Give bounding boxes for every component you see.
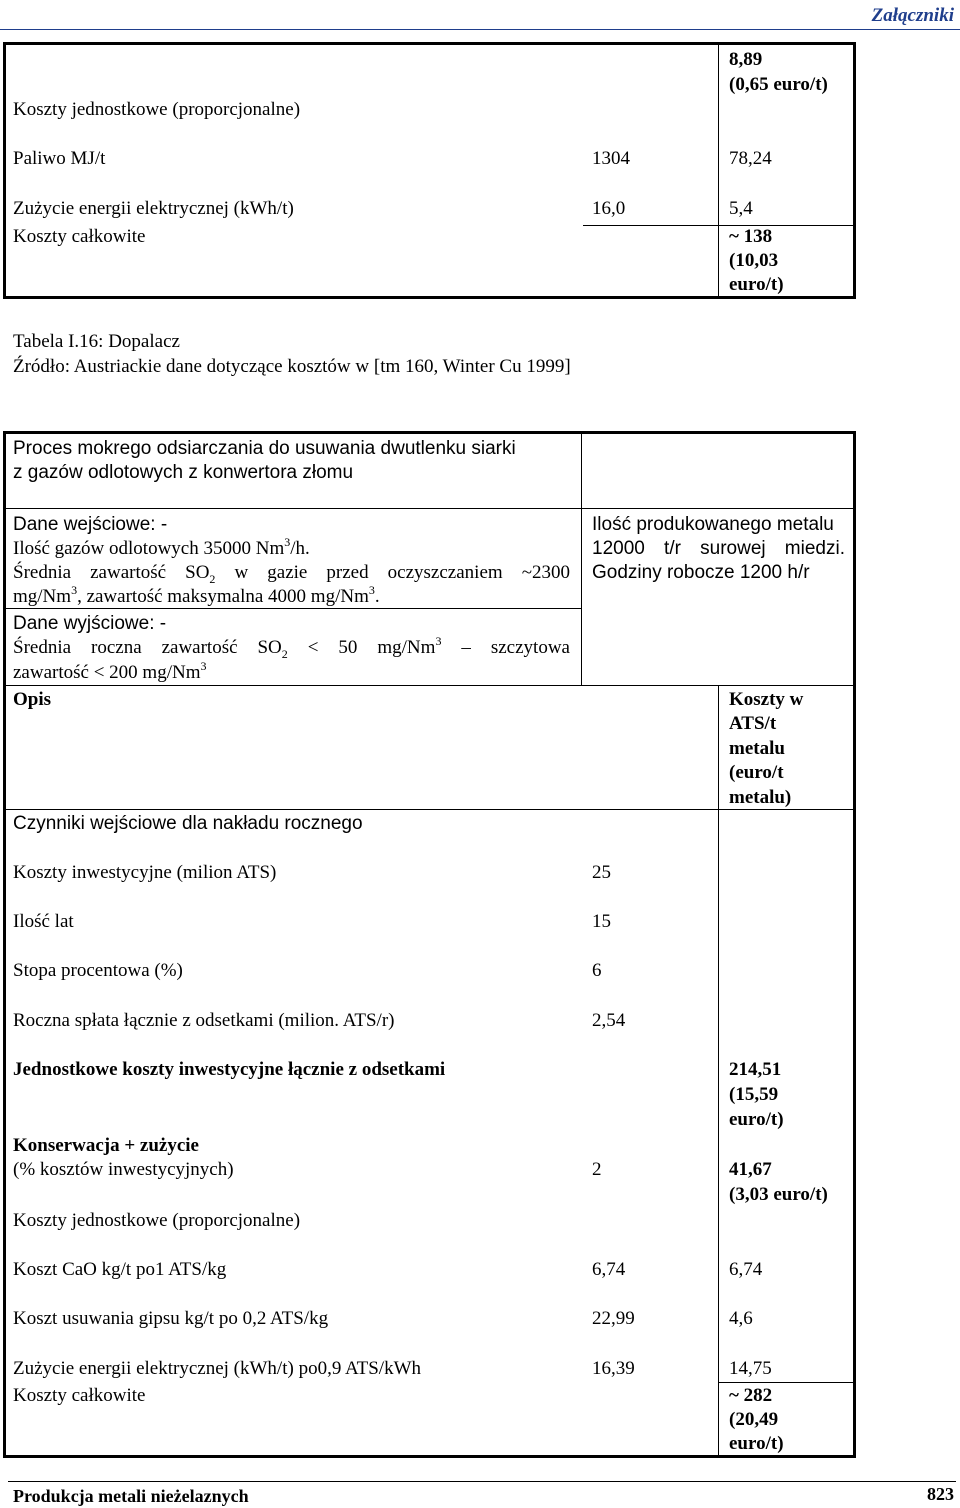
- table1-top-value-1: 8,89: [729, 49, 763, 70]
- table1-row-energy-cost: 5,4: [729, 198, 753, 219]
- table2-unit-invest-2: (15,59: [729, 1084, 779, 1105]
- table2-row-rate-label: Stopa procentowa (%): [13, 960, 183, 981]
- table2-cost-cao-label: Koszt CaO kg/t po1 ATS/kg: [13, 1259, 227, 1280]
- table2-total-2: (20,49: [729, 1409, 779, 1430]
- table2-cost-header-2: ATS/t: [729, 713, 777, 734]
- header-rule: [0, 29, 960, 30]
- table2-maint-1: 41,67: [729, 1159, 772, 1180]
- table2-maint-label-1: Konserwacja + zużycie: [13, 1135, 199, 1156]
- table2-cost-header-3: metalu: [729, 738, 785, 759]
- table2-maint-2: (3,03 euro/t): [729, 1184, 828, 1205]
- table2-unit-invest-3: euro/t): [729, 1109, 784, 1130]
- table2-row-invest-label: Koszty inwestycyjne (milion ATS): [13, 862, 277, 883]
- header-title: Załączniki: [871, 5, 954, 26]
- table2-maint-pct: 2: [592, 1159, 602, 1180]
- table1-unit-costs-label: Koszty jednostkowe (proporcjonalne): [13, 99, 301, 120]
- table2-cost-header-5: metalu): [729, 787, 792, 808]
- table2-row-years-value: 15: [592, 911, 611, 932]
- table2-total-3: euro/t): [729, 1433, 784, 1454]
- table2-unit-invest-1: 214,51: [729, 1059, 782, 1080]
- table2-input-label: Dane wejściowe: -: [13, 514, 168, 535]
- table1-total-label: Koszty całkowite: [13, 226, 146, 247]
- table2-output-line-2: zawartość < 200 mg/Nm$^3$: [13, 658, 207, 683]
- table2-right-2: 12000 t/r surowej miedzi.: [592, 538, 845, 559]
- table2-cost-gypsum-label: Koszt usuwania gipsu kg/t po 0,2 ATS/kg: [13, 1308, 329, 1329]
- footer-rule: [8, 1481, 956, 1482]
- table1-row-fuel-cost: 78,24: [729, 148, 772, 169]
- table2-input-line-3: mg/Nm$^3$, zawartość maksymalna 4000 mg/Nm$^3$.: [13, 582, 380, 607]
- table2-cost-gypsum-cost: 4,6: [729, 1308, 753, 1329]
- table2-row-repay-value: 2,54: [592, 1010, 626, 1031]
- table2-cost-energy-qty: 16,39: [592, 1358, 635, 1379]
- table2-output-line-1: Średnia roczna zawartość $SO_2 < 50$ mg/Nm$^3$ – szczytowa: [13, 633, 570, 661]
- table2-input-line-1: Ilość gazów odlotowych 35000 Nm$^3$/h.: [13, 534, 310, 559]
- table1-rule: [583, 225, 855, 226]
- table2-rule-title: [6, 508, 854, 509]
- table2-cost-header-1: Koszty w: [729, 689, 804, 710]
- table2-unit-invest-label: Jednostkowe koszty inwestycyjne łącznie z odsetkami: [13, 1059, 446, 1080]
- table1-row-energy-qty: 16,0: [592, 198, 626, 219]
- table2-right-3: Godziny robocze 1200 h/r: [592, 562, 810, 583]
- table2-cost-cao-qty: 6,74: [592, 1259, 626, 1280]
- table2-cost-header-4: (euro/t: [729, 762, 784, 783]
- table2-row-repay-label: Roczna spłata łącznie z odsetkami (milion. ATS/r): [13, 1010, 395, 1031]
- table2-title-1: Proces mokrego odsiarczania do usuwania dwutlenku siarki: [13, 438, 516, 459]
- table1-total-2: (10,03: [729, 250, 779, 271]
- caption-line-1: Tabela I.16: Dopalacz: [13, 331, 180, 352]
- table1-column-divider: [718, 45, 719, 297]
- table2-cost-cao-cost: 6,74: [729, 1259, 763, 1280]
- footer-title: Produkcja metali nieżelaznych: [13, 1486, 249, 1506]
- table2-cost-energy-cost: 14,75: [729, 1358, 772, 1379]
- table2-rule-opis: [6, 809, 854, 810]
- table1-total-3: euro/t): [729, 274, 784, 295]
- table2-opis: Opis: [13, 689, 52, 710]
- table1-total-1: ~ 138: [729, 226, 773, 247]
- table1-row-energy-label: Zużycie energii elektrycznej (kWh/t): [13, 198, 294, 219]
- table2-unit-costs-label: Koszty jednostkowe (proporcjonalne): [13, 1210, 301, 1231]
- table2-row-years-label: Ilość lat: [13, 911, 74, 932]
- table1-row-fuel-label: Paliwo MJ/t: [13, 148, 106, 169]
- table2-cost-gypsum-qty: 22,99: [592, 1308, 635, 1329]
- table2-input-factors: Czynniki wejściowe dla nakładu rocznego: [13, 813, 363, 834]
- table2-column-divider-mid: [581, 434, 582, 686]
- table2-row-invest-value: 25: [592, 862, 611, 883]
- table2-cost-energy-label: Zużycie energii elektrycznej (kWh/t) po0,9 ATS/kWh: [13, 1358, 422, 1379]
- page-number: 823: [927, 1484, 954, 1504]
- table2-maint-label-2: (% kosztów inwestycyjnych): [13, 1159, 234, 1180]
- table2-output-label: Dane wyjściowe: -: [13, 613, 167, 634]
- table2-total-label: Koszty całkowite: [13, 1385, 146, 1406]
- table1-row-fuel-qty: 1304: [592, 148, 630, 169]
- caption-line-2: Źródło: Austriackie dane dotyczące kosztów w [tm 160, Winter Cu 1999]: [13, 356, 571, 377]
- table2-row-rate-value: 6: [592, 960, 602, 981]
- table2-right-1: Ilość produkowanego metalu: [592, 514, 834, 535]
- table1-top-value-2: (0,65 euro/t): [729, 74, 828, 95]
- table2-title-2: z gazów odlotowych z konwertora złomu: [13, 462, 354, 483]
- table2-input-line-2: Średnia zawartość $SO_2$ w gazie przed oczyszczaniem ~2300: [13, 562, 571, 586]
- table2-column-divider-cost: [718, 686, 719, 1456]
- table2-total-1: ~ 282: [729, 1385, 773, 1406]
- table2-rule-output: [6, 685, 854, 686]
- table2-total-rule: [718, 1382, 854, 1383]
